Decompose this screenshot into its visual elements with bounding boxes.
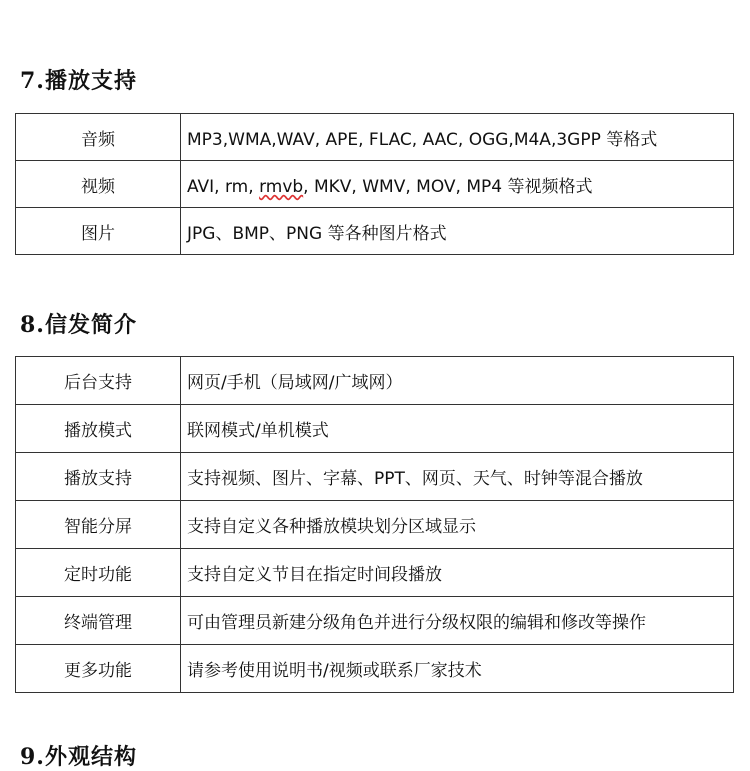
row-label: 定时功能 (16, 549, 181, 597)
row-label: 视频 (16, 161, 181, 208)
table-row (16, 114, 734, 161)
row-label: 终端管理 (16, 597, 181, 645)
row-value (181, 161, 734, 208)
row-label: 播放模式 (16, 405, 181, 453)
row-value: 请参考使用说明书/视频或联系厂家技术 (181, 645, 734, 693)
row-value: 联网模式/单机模式 (181, 405, 734, 453)
section-7-title: 7.播放支持 (20, 68, 137, 94)
row-value: 可由管理员新建分级角色并进行分级权限的编辑和修改等操作 (181, 597, 734, 645)
spellcheck-word: rmvb (259, 176, 304, 197)
row-value: 支持自定义各种播放模块划分区域显示 (181, 501, 734, 549)
row-label: 后台支持 (16, 357, 181, 405)
row-value: JPG、BMP、PNG 等各种图片格式 (181, 208, 734, 255)
row-value: 网页/手机（局域网/广域网） (181, 357, 734, 405)
row-label: 图片 (16, 208, 181, 255)
row-value: 支持视频、图片、字幕、PPT、网页、天气、时钟等混合播放 (181, 453, 734, 501)
row-label: 音频 (16, 114, 181, 161)
table-row (16, 549, 734, 597)
table-row (16, 501, 734, 549)
table-row (16, 405, 734, 453)
table-row (16, 645, 734, 693)
table-row (16, 357, 734, 405)
table-row (16, 161, 734, 208)
playback-support-table (15, 113, 734, 255)
section-8-title: 8.信发简介 (20, 312, 137, 338)
row-value: MP3,WMA,WAV, APE, FLAC, AAC, OGG,M4A,3GPP 等格式 (181, 114, 734, 161)
row-label: 更多功能 (16, 645, 181, 693)
row-label: 智能分屏 (16, 501, 181, 549)
table-row (16, 453, 734, 501)
signage-intro-table (15, 356, 734, 693)
row-value-part: AVI, rm, (187, 176, 260, 197)
table-row (16, 208, 734, 255)
row-value-part: , MKV, WMV, MOV, MP4 等视频格式 (303, 176, 593, 197)
section-9-title: 9.外观结构 (20, 744, 137, 770)
table-row (16, 597, 734, 645)
row-value: 支持自定义节目在指定时间段播放 (181, 549, 734, 597)
row-label: 播放支持 (16, 453, 181, 501)
